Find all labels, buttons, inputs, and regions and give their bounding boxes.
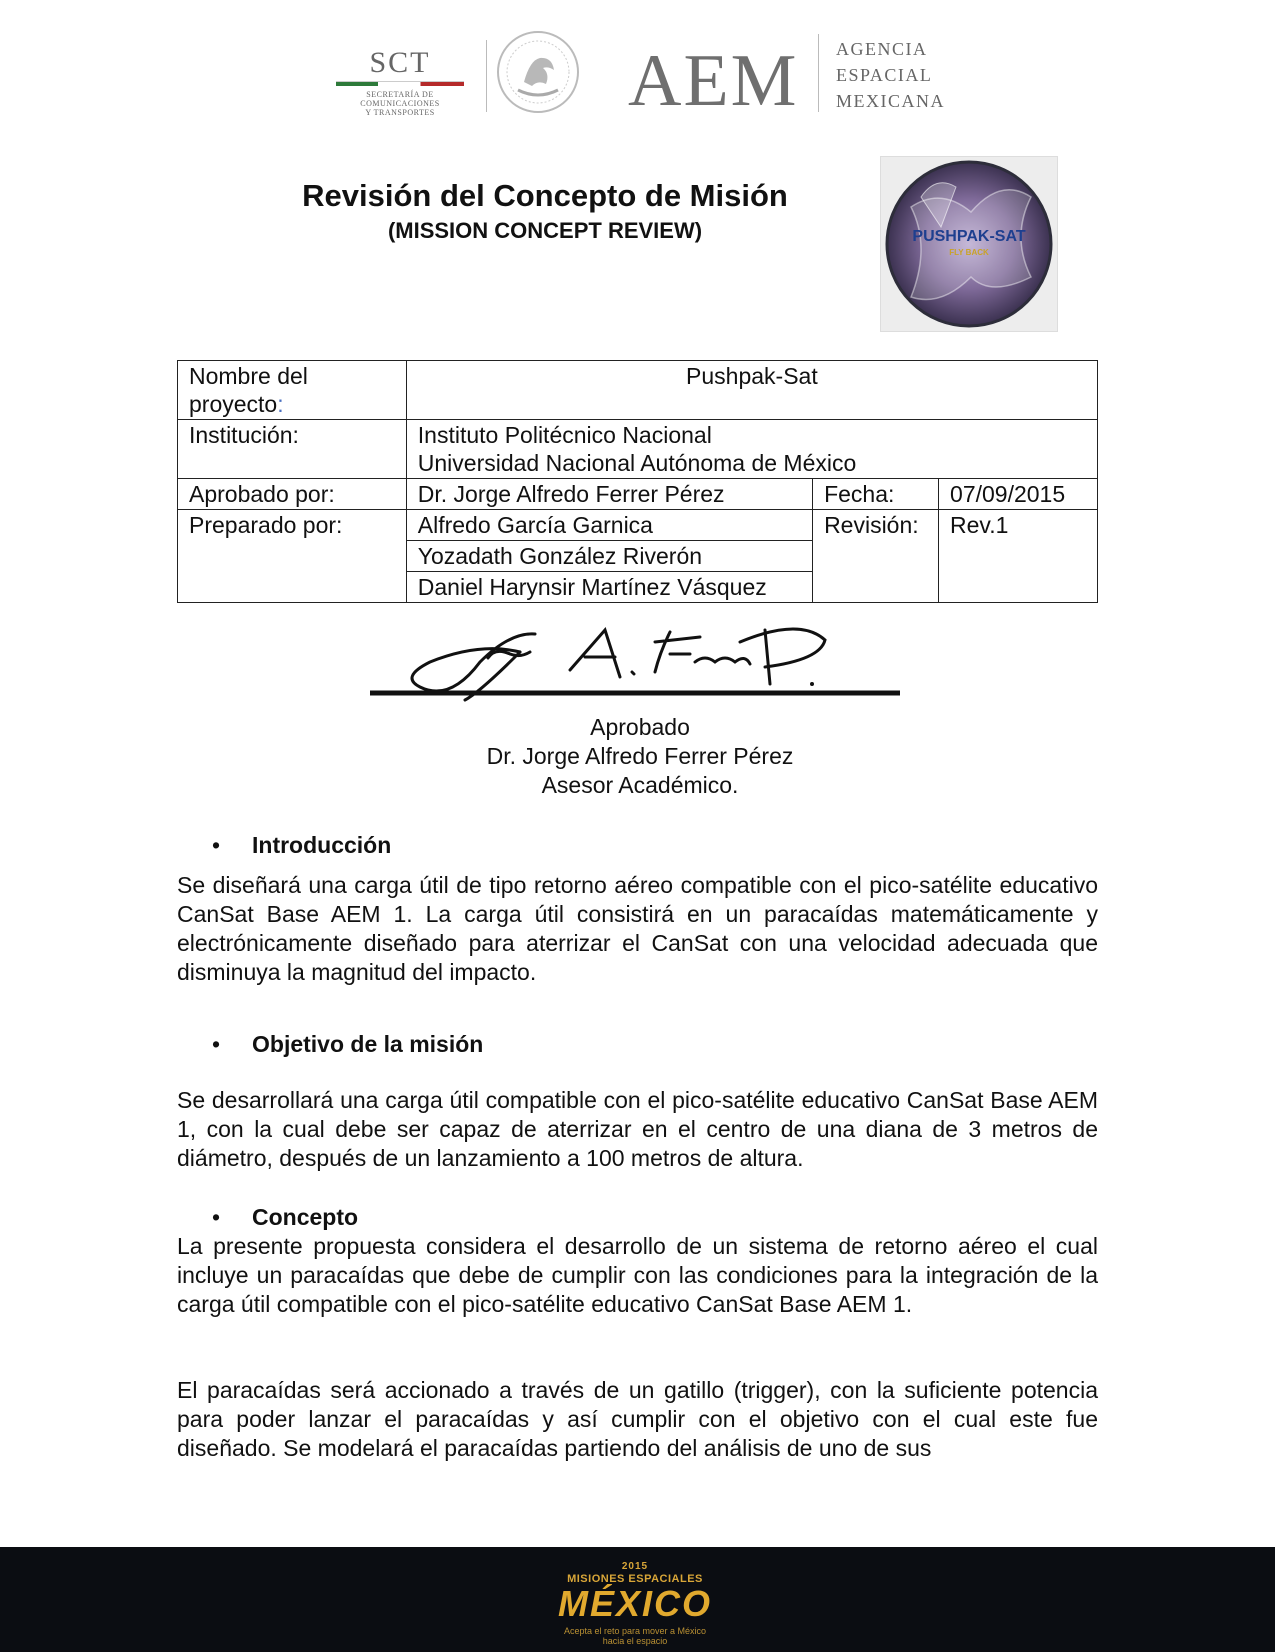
aem-agency-name — [836, 36, 945, 114]
sct-flag-bar — [336, 81, 464, 86]
aem-divider — [818, 34, 819, 112]
approval-caption: Aprobado — [590, 714, 690, 740]
mexico-seal-icon — [496, 30, 580, 114]
institution-label: Institución: — [178, 420, 407, 479]
institution-value-1: Instituto Politécnico Nacional — [417, 422, 712, 448]
section-paragraph: La presente propuesta considera el desarrollo de un sistema de retorno aéreo el cual incluye un paracaídas que debe de cumplir con las condiciones para la integración de la carga útil compatible con el pico-satélite educativo CanSat Base AEM 1. — [177, 1233, 1098, 1317]
bullet-icon: • — [212, 1031, 221, 1057]
footer-tagline — [540, 1626, 730, 1646]
sct-sub-line-3: Y TRANSPORTES — [365, 108, 435, 117]
footer-tagline-line-2: hacia el espacio — [602, 1636, 668, 1646]
section-paragraph: Se diseñará una carga útil de tipo retorno aéreo compatible con el pico-satélite educativo CanSat Base AEM 1. La carga útil consistirá en un paracaídas matemáticamente y electrónicamente diseñado para aterrizar el CanSat con una velocidad adecuada que disminuya la magnitud del impacto. — [177, 872, 1098, 985]
sct-logo-text: SCT — [369, 46, 431, 79]
table-row — [178, 510, 1098, 541]
prepared-value-2: Yozadath González Riverón — [406, 541, 812, 572]
agency-line-3: MEXICANA — [836, 91, 945, 111]
project-value: Pushpak-Sat — [406, 361, 1097, 420]
footer-country: MÉXICO — [557, 1583, 712, 1624]
logo-divider — [486, 40, 487, 112]
prepared-value-3: Daniel Harynsir Martínez Vásquez — [406, 572, 812, 603]
approver-name: Dr. Jorge Alfredo Ferrer Pérez — [486, 743, 794, 769]
section-heading-objetivo: Objetivo de la misión — [252, 1031, 484, 1057]
agency-line-1: AGENCIA — [836, 39, 928, 59]
approved-value: Dr. Jorge Alfredo Ferrer Pérez — [406, 479, 812, 510]
section-heading-concepto: Concepto — [252, 1204, 359, 1230]
footer-year: 2015 — [621, 1561, 649, 1572]
sct-sub-line-1: SECRETARÍA DE — [366, 90, 434, 99]
prepared-value-1: Alfredo García Garnica — [406, 510, 812, 541]
approved-label: Aprobado por: — [178, 479, 407, 510]
approver-role: Asesor Académico. — [541, 772, 739, 798]
table-row — [178, 361, 1098, 420]
bullet-icon: • — [212, 1204, 221, 1230]
section-paragraph: El paracaídas será accionado a través de un gatillo (trigger), con la suficiente potencia para poder lanzar el paracaídas y así cumplir con el objetivo con el cual este fue diseñado. Se modelará el paracaídas partiendo del análisis de uno de sus — [177, 1377, 1098, 1461]
sct-logo — [330, 48, 470, 117]
table-row — [178, 479, 1098, 510]
agency-line-2: ESPACIAL — [836, 65, 933, 85]
date-label: Fecha: — [813, 479, 939, 510]
document-subtitle: (MISSION CONCEPT REVIEW) — [387, 218, 703, 243]
prepared-label: Preparado por: — [178, 510, 407, 603]
pushpak-sat-badge — [880, 156, 1058, 332]
sct-sub-line-2: COMUNICACIONES — [360, 99, 440, 108]
project-label-cell — [178, 361, 407, 420]
project-label-colon: : — [277, 391, 284, 417]
table-row — [178, 420, 1098, 479]
badge-tagline: FLY BACK — [949, 248, 989, 257]
badge-name: PUSHPAK-SAT — [912, 228, 1026, 245]
project-info-table — [177, 360, 1098, 603]
institution-value-2: Universidad Nacional Autónoma de México — [417, 450, 857, 476]
institution-values — [406, 420, 1097, 479]
date-value: 07/09/2015 — [939, 479, 1098, 510]
section-heading-introduccion: Introducción — [252, 832, 392, 858]
project-label: Nombre del proyecto — [189, 363, 308, 417]
section-paragraph: Se desarrollará una carga útil compatible con el pico-satélite educativo CanSat Base AEM 1, con la cual debe ser capaz de aterrizar en el centro de una diana de 3 metros de diámetro, después de un lanzamiento a 100 metros de altura. — [177, 1087, 1098, 1171]
pushpak-sat-badge-icon — [881, 157, 1057, 331]
revision-label: Revisión: — [813, 510, 939, 603]
aem-logo: AEM — [628, 40, 799, 122]
document-title: Revisión del Concepto de Misión — [302, 178, 788, 213]
footer-tagline-line-1: Acepta el reto para mover a México — [563, 1626, 707, 1636]
footer-title: MISIONES ESPACIALES — [567, 1573, 703, 1585]
bullet-icon: • — [212, 832, 221, 858]
revision-value: Rev.1 — [939, 510, 1098, 603]
